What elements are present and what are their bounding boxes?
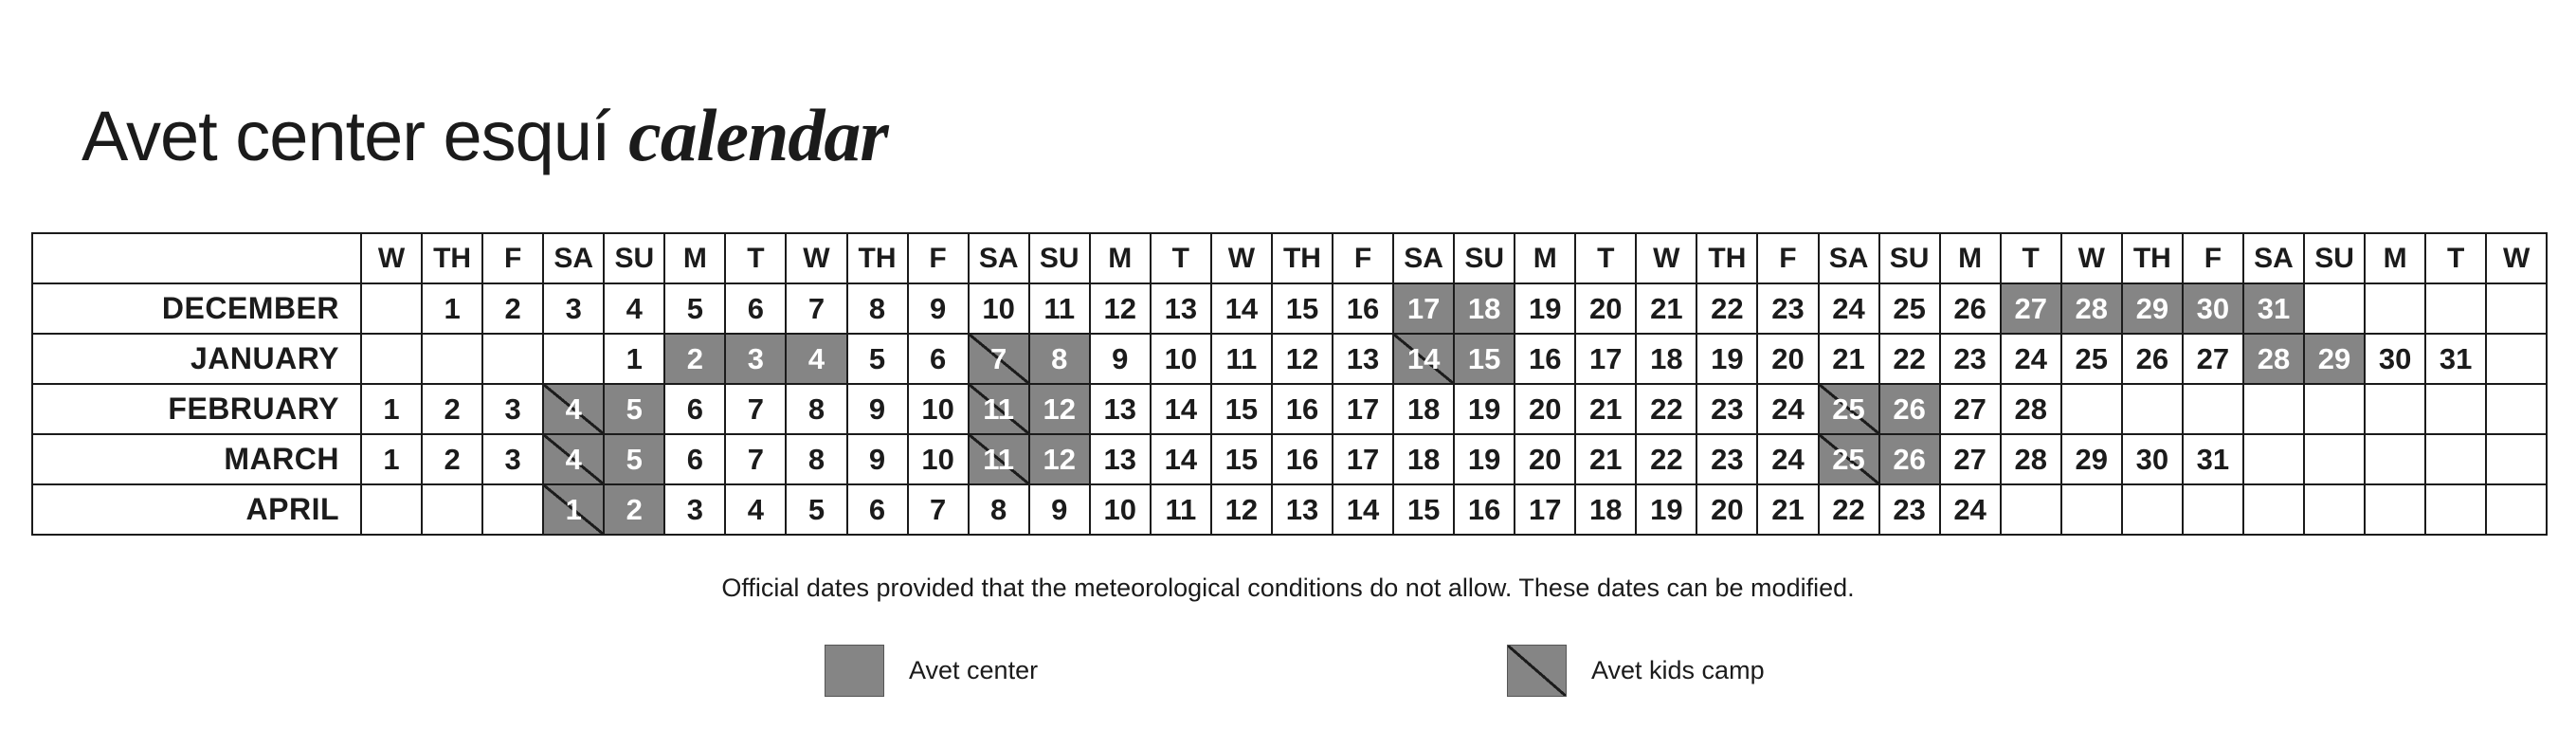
day-cell: 24	[1819, 283, 1879, 334]
day-cell: 8	[969, 484, 1029, 535]
day-cell: 7	[908, 484, 969, 535]
empty-day-cell	[482, 334, 543, 384]
weekday-header-cell: T	[725, 233, 786, 283]
day-cell: 9	[908, 283, 969, 334]
empty-day-cell	[2425, 434, 2486, 484]
weekday-header-cell: SU	[2304, 233, 2365, 283]
day-cell: 3	[543, 283, 604, 334]
empty-day-cell	[2304, 434, 2365, 484]
title-emphasis: calendar	[628, 94, 888, 176]
weekday-header-cell: T	[1575, 233, 1636, 283]
header-corner-cell	[32, 233, 361, 283]
empty-day-cell	[361, 334, 422, 384]
day-cell: 17	[1333, 434, 1393, 484]
day-cell-avet-center: 2	[664, 334, 725, 384]
day-cell: 2	[422, 434, 482, 484]
weekday-header-cell: SU	[1029, 233, 1090, 283]
day-cell: 8	[786, 384, 846, 434]
day-cell: 24	[2001, 334, 2061, 384]
day-cell-avet-kids-camp: 1	[543, 484, 604, 535]
day-cell: 25	[2061, 334, 2122, 384]
day-cell: 20	[1515, 384, 1575, 434]
day-cell: 8	[786, 434, 846, 484]
day-cell: 11	[1029, 283, 1090, 334]
day-cell: 3	[482, 434, 543, 484]
weekday-header-cell: W	[1211, 233, 1272, 283]
weekday-header-cell: TH	[1696, 233, 1757, 283]
day-cell: 15	[1393, 484, 1454, 535]
day-cell-avet-center: 12	[1029, 434, 1090, 484]
month-label: APRIL	[32, 484, 361, 535]
day-cell: 27	[2183, 334, 2243, 384]
day-cell-avet-center: 17	[1393, 283, 1454, 334]
day-cell: 24	[1940, 484, 2001, 535]
weekday-header-cell: SA	[1819, 233, 1879, 283]
day-cell-avet-center: 29	[2304, 334, 2365, 384]
legend-avet-center	[825, 645, 1038, 697]
day-cell: 16	[1272, 434, 1333, 484]
day-cell: 19	[1454, 384, 1515, 434]
day-cell-avet-kids-camp: 11	[969, 384, 1029, 434]
day-cell: 30	[2122, 434, 2183, 484]
day-cell: 22	[1696, 283, 1757, 334]
empty-day-cell	[2425, 484, 2486, 535]
weekday-header-cell: M	[1090, 233, 1151, 283]
day-cell-avet-center: 26	[1879, 384, 1940, 434]
day-cell: 29	[2061, 434, 2122, 484]
month-label: FEBRUARY	[32, 384, 361, 434]
weekday-header-cell: TH	[2122, 233, 2183, 283]
empty-day-cell	[2486, 334, 2547, 384]
month-row-december	[32, 283, 2547, 334]
day-cell: 28	[2001, 434, 2061, 484]
day-cell: 21	[1575, 434, 1636, 484]
weekday-header-cell: T	[1151, 233, 1211, 283]
day-cell: 21	[1757, 484, 1818, 535]
day-cell: 4	[604, 283, 664, 334]
day-cell: 1	[361, 384, 422, 434]
day-cell: 1	[422, 283, 482, 334]
month-row-april	[32, 484, 2547, 535]
month-row-january	[32, 334, 2547, 384]
day-cell: 24	[1757, 384, 1818, 434]
day-cell-avet-center: 5	[604, 434, 664, 484]
empty-day-cell	[2365, 434, 2425, 484]
day-cell-avet-center: 2	[604, 484, 664, 535]
day-cell: 26	[1940, 283, 2001, 334]
empty-day-cell	[2122, 484, 2183, 535]
day-cell: 18	[1393, 384, 1454, 434]
weekday-header-cell: W	[2061, 233, 2122, 283]
day-cell: 3	[482, 384, 543, 434]
weekday-header-cell: SA	[543, 233, 604, 283]
month-row-march	[32, 434, 2547, 484]
day-cell: 27	[1940, 384, 2001, 434]
day-cell-avet-center: 31	[2243, 283, 2304, 334]
empty-day-cell	[2304, 384, 2365, 434]
month-label: DECEMBER	[32, 283, 361, 334]
day-cell: 18	[1636, 334, 1696, 384]
day-cell-avet-center: 28	[2243, 334, 2304, 384]
day-cell: 13	[1151, 283, 1211, 334]
day-cell-avet-center: 8	[1029, 334, 1090, 384]
day-cell-avet-kids-camp: 4	[543, 384, 604, 434]
day-cell: 28	[2001, 384, 2061, 434]
day-cell: 14	[1211, 283, 1272, 334]
empty-day-cell	[2061, 384, 2122, 434]
title-main: Avet center esquí	[82, 97, 610, 175]
day-cell: 15	[1211, 384, 1272, 434]
day-cell: 5	[664, 283, 725, 334]
empty-day-cell	[2122, 384, 2183, 434]
day-cell: 2	[482, 283, 543, 334]
weekday-header-cell: M	[1515, 233, 1575, 283]
empty-day-cell	[482, 484, 543, 535]
avet-kids-camp-swatch	[1507, 645, 1567, 697]
month-label: MARCH	[32, 434, 361, 484]
day-cell-avet-center: 26	[1879, 434, 1940, 484]
weekday-header-cell: SU	[1454, 233, 1515, 283]
day-cell: 20	[1515, 434, 1575, 484]
day-cell-avet-center: 3	[725, 334, 786, 384]
legend-avet-kids-camp	[1507, 645, 1765, 697]
day-cell: 23	[1757, 283, 1818, 334]
weekday-header-cell: M	[2365, 233, 2425, 283]
day-cell: 12	[1272, 334, 1333, 384]
day-cell-avet-center: 5	[604, 384, 664, 434]
day-cell-avet-center: 18	[1454, 283, 1515, 334]
day-cell: 13	[1090, 434, 1151, 484]
weekday-header-cell: TH	[422, 233, 482, 283]
day-cell: 14	[1333, 484, 1393, 535]
day-cell: 6	[847, 484, 908, 535]
weekday-header-cell: SA	[1393, 233, 1454, 283]
day-cell: 5	[786, 484, 846, 535]
empty-day-cell	[2365, 283, 2425, 334]
page-title	[82, 94, 888, 176]
weekday-header-cell: F	[482, 233, 543, 283]
weekday-header-cell: T	[2001, 233, 2061, 283]
month-row-february	[32, 384, 2547, 434]
weekday-header-cell: M	[664, 233, 725, 283]
day-cell: 5	[847, 334, 908, 384]
weekday-header-row	[32, 233, 2547, 283]
ski-calendar-table	[31, 232, 2548, 536]
empty-day-cell	[422, 484, 482, 535]
day-cell: 22	[1819, 484, 1879, 535]
day-cell: 9	[847, 384, 908, 434]
empty-day-cell	[422, 334, 482, 384]
day-cell: 17	[1575, 334, 1636, 384]
day-cell: 13	[1272, 484, 1333, 535]
empty-day-cell	[2425, 283, 2486, 334]
empty-day-cell	[2365, 384, 2425, 434]
empty-day-cell	[2001, 484, 2061, 535]
day-cell: 16	[1333, 283, 1393, 334]
empty-day-cell	[2304, 484, 2365, 535]
day-cell: 9	[1029, 484, 1090, 535]
day-cell: 8	[847, 283, 908, 334]
weekday-header-cell: SA	[969, 233, 1029, 283]
day-cell: 11	[1151, 484, 1211, 535]
day-cell: 14	[1151, 384, 1211, 434]
day-cell: 15	[1272, 283, 1333, 334]
empty-day-cell	[2243, 484, 2304, 535]
empty-day-cell	[361, 283, 422, 334]
day-cell: 6	[664, 434, 725, 484]
weekday-header-cell: W	[786, 233, 846, 283]
day-cell: 7	[725, 384, 786, 434]
day-cell: 23	[1879, 484, 1940, 535]
day-cell: 17	[1515, 484, 1575, 535]
day-cell: 10	[908, 384, 969, 434]
day-cell: 31	[2425, 334, 2486, 384]
day-cell-avet-center: 30	[2183, 283, 2243, 334]
legend-label: Avet center	[909, 656, 1039, 684]
empty-day-cell	[2243, 434, 2304, 484]
weekday-header-cell: T	[2425, 233, 2486, 283]
day-cell: 12	[1211, 484, 1272, 535]
day-cell: 13	[1090, 384, 1151, 434]
empty-day-cell	[2486, 384, 2547, 434]
day-cell-avet-center: 12	[1029, 384, 1090, 434]
day-cell: 18	[1393, 434, 1454, 484]
day-cell: 20	[1757, 334, 1818, 384]
day-cell: 16	[1454, 484, 1515, 535]
day-cell: 21	[1819, 334, 1879, 384]
weekday-header-cell: F	[908, 233, 969, 283]
day-cell: 6	[725, 283, 786, 334]
empty-day-cell	[2061, 484, 2122, 535]
day-cell-avet-kids-camp: 11	[969, 434, 1029, 484]
day-cell: 6	[664, 384, 725, 434]
day-cell-avet-kids-camp: 25	[1819, 434, 1879, 484]
day-cell: 6	[908, 334, 969, 384]
day-cell-avet-kids-camp: 7	[969, 334, 1029, 384]
day-cell: 10	[969, 283, 1029, 334]
empty-day-cell	[2183, 484, 2243, 535]
weekday-header-cell: SU	[1879, 233, 1940, 283]
day-cell: 17	[1333, 384, 1393, 434]
day-cell: 27	[1940, 434, 2001, 484]
day-cell: 1	[361, 434, 422, 484]
day-cell: 19	[1696, 334, 1757, 384]
day-cell: 13	[1333, 334, 1393, 384]
day-cell-avet-center: 15	[1454, 334, 1515, 384]
day-cell: 3	[664, 484, 725, 535]
day-cell: 21	[1575, 384, 1636, 434]
day-cell: 30	[2365, 334, 2425, 384]
empty-day-cell	[543, 334, 604, 384]
day-cell: 23	[1696, 434, 1757, 484]
empty-day-cell	[2486, 283, 2547, 334]
day-cell-avet-center: 4	[786, 334, 846, 384]
weekday-header-cell: TH	[847, 233, 908, 283]
day-cell: 20	[1696, 484, 1757, 535]
day-cell: 1	[604, 334, 664, 384]
day-cell: 4	[725, 484, 786, 535]
day-cell: 7	[786, 283, 846, 334]
day-cell: 26	[2122, 334, 2183, 384]
empty-day-cell	[2486, 434, 2547, 484]
weekday-header-cell: F	[1757, 233, 1818, 283]
day-cell-avet-kids-camp: 25	[1819, 384, 1879, 434]
day-cell: 31	[2183, 434, 2243, 484]
avet-center-swatch	[825, 645, 884, 697]
day-cell: 10	[1151, 334, 1211, 384]
day-cell: 23	[1940, 334, 2001, 384]
empty-day-cell	[2183, 384, 2243, 434]
weekday-header-cell: F	[2183, 233, 2243, 283]
weekday-header-cell: SA	[2243, 233, 2304, 283]
day-cell: 10	[1090, 484, 1151, 535]
weekday-header-cell: W	[2486, 233, 2547, 283]
day-cell: 22	[1879, 334, 1940, 384]
empty-day-cell	[2425, 384, 2486, 434]
weekday-header-cell: F	[1333, 233, 1393, 283]
day-cell: 22	[1636, 434, 1696, 484]
disclaimer-note: Official dates provided that the meteorological conditions do not allow. These dates can be modified.	[721, 574, 1855, 602]
day-cell: 19	[1636, 484, 1696, 535]
day-cell: 18	[1575, 484, 1636, 535]
day-cell: 11	[1211, 334, 1272, 384]
day-cell: 12	[1090, 283, 1151, 334]
weekday-header-cell: TH	[1272, 233, 1333, 283]
day-cell-avet-kids-camp: 4	[543, 434, 604, 484]
weekday-header-cell: W	[361, 233, 422, 283]
day-cell: 22	[1636, 384, 1696, 434]
day-cell: 24	[1757, 434, 1818, 484]
day-cell: 19	[1454, 434, 1515, 484]
day-cell: 16	[1272, 384, 1333, 434]
empty-day-cell	[2365, 484, 2425, 535]
legend-label: Avet kids camp	[1591, 656, 1765, 684]
day-cell: 20	[1575, 283, 1636, 334]
day-cell: 9	[847, 434, 908, 484]
day-cell: 15	[1211, 434, 1272, 484]
day-cell: 14	[1151, 434, 1211, 484]
day-cell: 9	[1090, 334, 1151, 384]
day-cell: 16	[1515, 334, 1575, 384]
weekday-header-cell: SU	[604, 233, 664, 283]
day-cell: 2	[422, 384, 482, 434]
day-cell: 21	[1636, 283, 1696, 334]
day-cell-avet-center: 27	[2001, 283, 2061, 334]
day-cell-avet-kids-camp: 14	[1393, 334, 1454, 384]
day-cell: 23	[1696, 384, 1757, 434]
empty-day-cell	[2486, 484, 2547, 535]
weekday-header-cell: M	[1940, 233, 2001, 283]
day-cell-avet-center: 29	[2122, 283, 2183, 334]
day-cell: 19	[1515, 283, 1575, 334]
weekday-header-cell: W	[1636, 233, 1696, 283]
month-label: JANUARY	[32, 334, 361, 384]
day-cell: 25	[1879, 283, 1940, 334]
empty-day-cell	[2304, 283, 2365, 334]
day-cell: 7	[725, 434, 786, 484]
empty-day-cell	[361, 484, 422, 535]
day-cell-avet-center: 28	[2061, 283, 2122, 334]
empty-day-cell	[2243, 384, 2304, 434]
day-cell: 10	[908, 434, 969, 484]
